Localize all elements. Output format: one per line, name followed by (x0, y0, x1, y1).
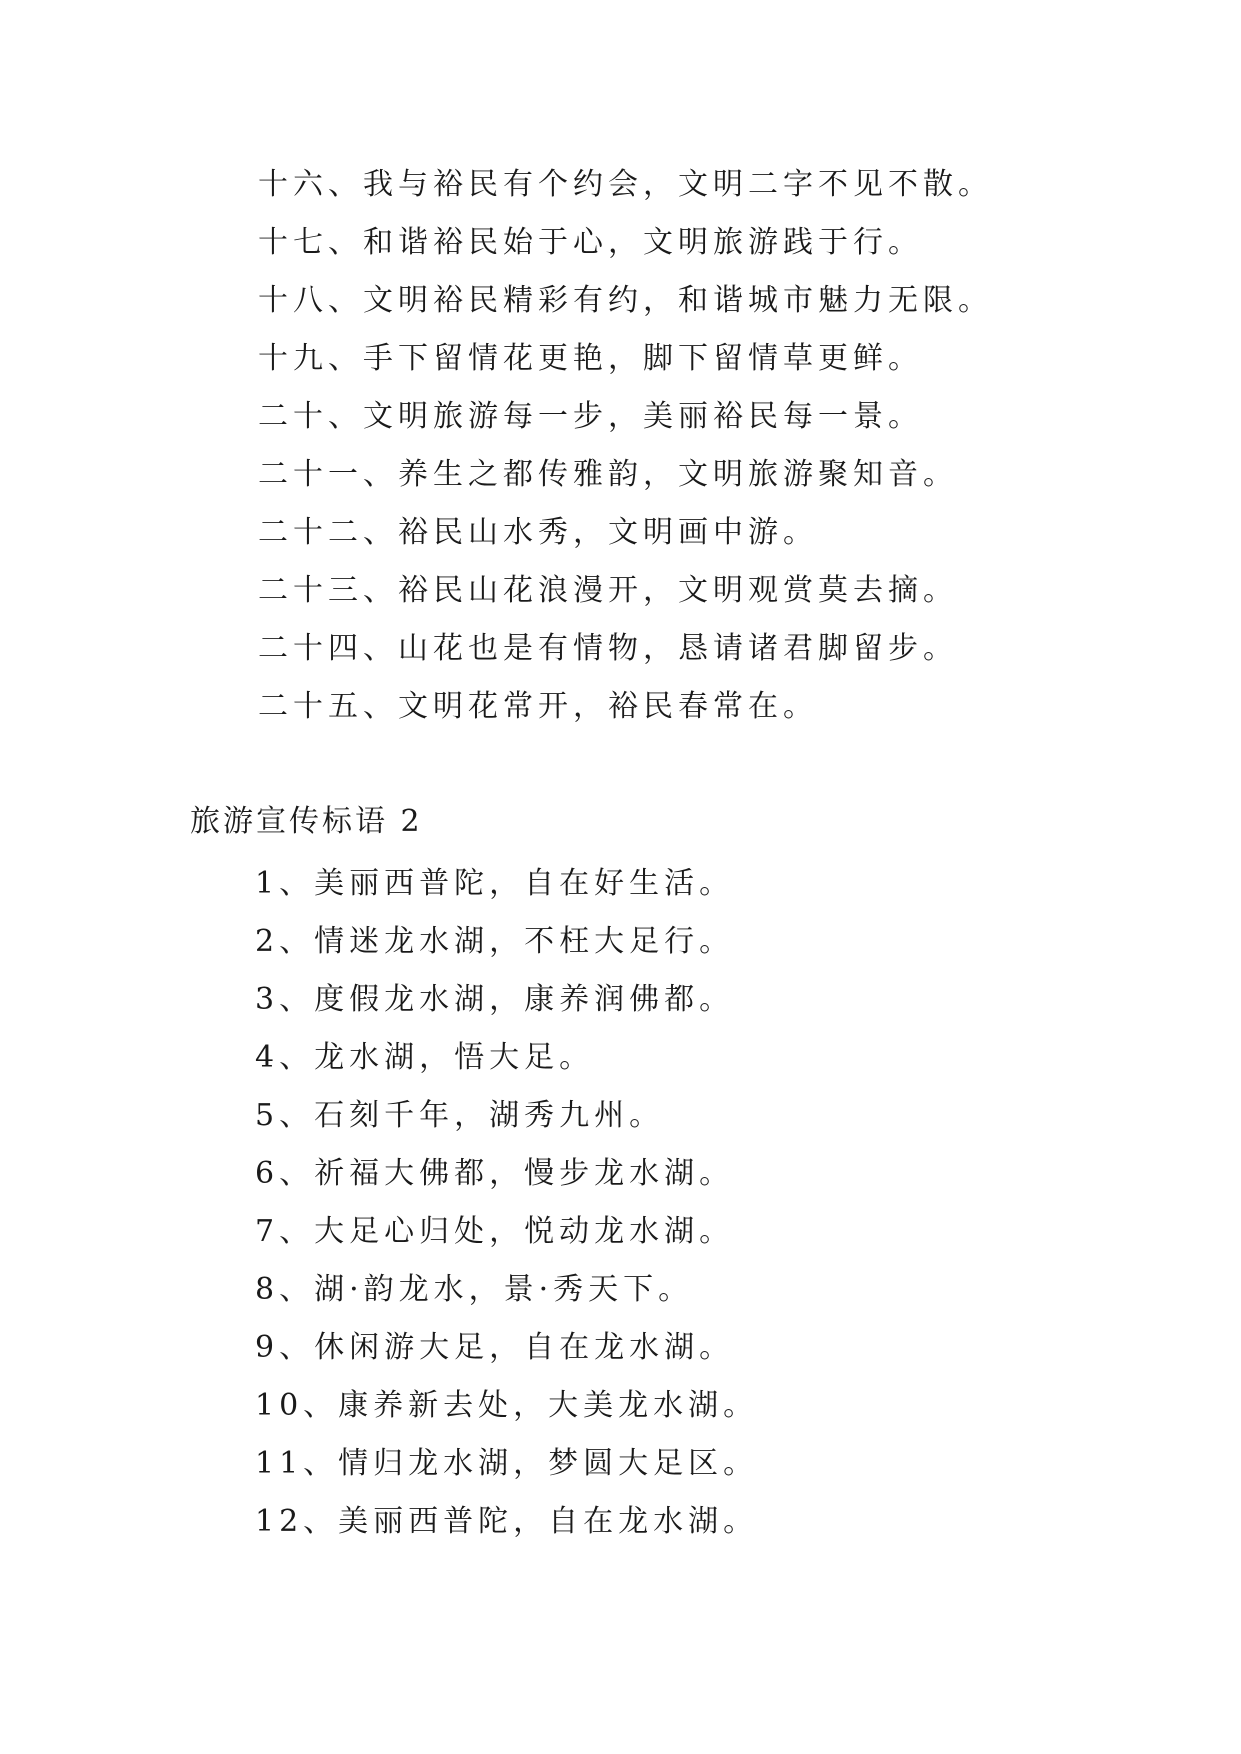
list-item: 6、祈福大佛都，慢步龙水湖。 (255, 1156, 735, 1191)
list-item: 二十、文明旅游每一步，美丽裕民每一景。 (258, 399, 923, 434)
list-item: 7、大足心归处，悦动龙水湖。 (255, 1214, 735, 1249)
list-item: 2、情迷龙水湖，不枉大足行。 (255, 924, 735, 959)
list-item: 12、美丽西普陀，自在龙水湖。 (255, 1504, 759, 1539)
list-item: 二十五、文明花常开，裕民春常在。 (258, 689, 818, 724)
list-item: 二十一、养生之都传雅韵，文明旅游聚知音。 (258, 457, 958, 492)
list-item: 十六、我与裕民有个约会，文明二字不见不散。 (258, 167, 993, 202)
list-item: 8、湖·韵龙水，景·秀天下。 (255, 1272, 694, 1307)
list-item: 11、情归龙水湖，梦圆大足区。 (255, 1446, 759, 1481)
list-item: 二十二、裕民山水秀，文明画中游。 (258, 515, 818, 550)
list-item: 十九、手下留情花更艳，脚下留情草更鲜。 (258, 341, 923, 376)
list-item: 二十三、裕民山花浪漫开，文明观赏莫去摘。 (258, 573, 958, 608)
list-item: 二十四、山花也是有情物，恳请诸君脚留步。 (258, 631, 958, 666)
list-item: 9、休闲游大足，自在龙水湖。 (255, 1330, 735, 1365)
list-item: 十七、和谐裕民始于心，文明旅游践于行。 (258, 225, 923, 260)
list-item: 4、龙水湖，悟大足。 (255, 1040, 595, 1075)
list-item: 1、美丽西普陀，自在好生活。 (255, 866, 735, 901)
list-item: 3、度假龙水湖，康养润佛都。 (255, 982, 735, 1017)
list-item: 十八、文明裕民精彩有约，和谐城市魅力无限。 (258, 283, 993, 318)
section-heading: 旅游宣传标语 2 (190, 804, 423, 839)
list-item: 10、康养新去处，大美龙水湖。 (255, 1388, 759, 1423)
list-item: 5、石刻千年，湖秀九州。 (255, 1098, 665, 1133)
